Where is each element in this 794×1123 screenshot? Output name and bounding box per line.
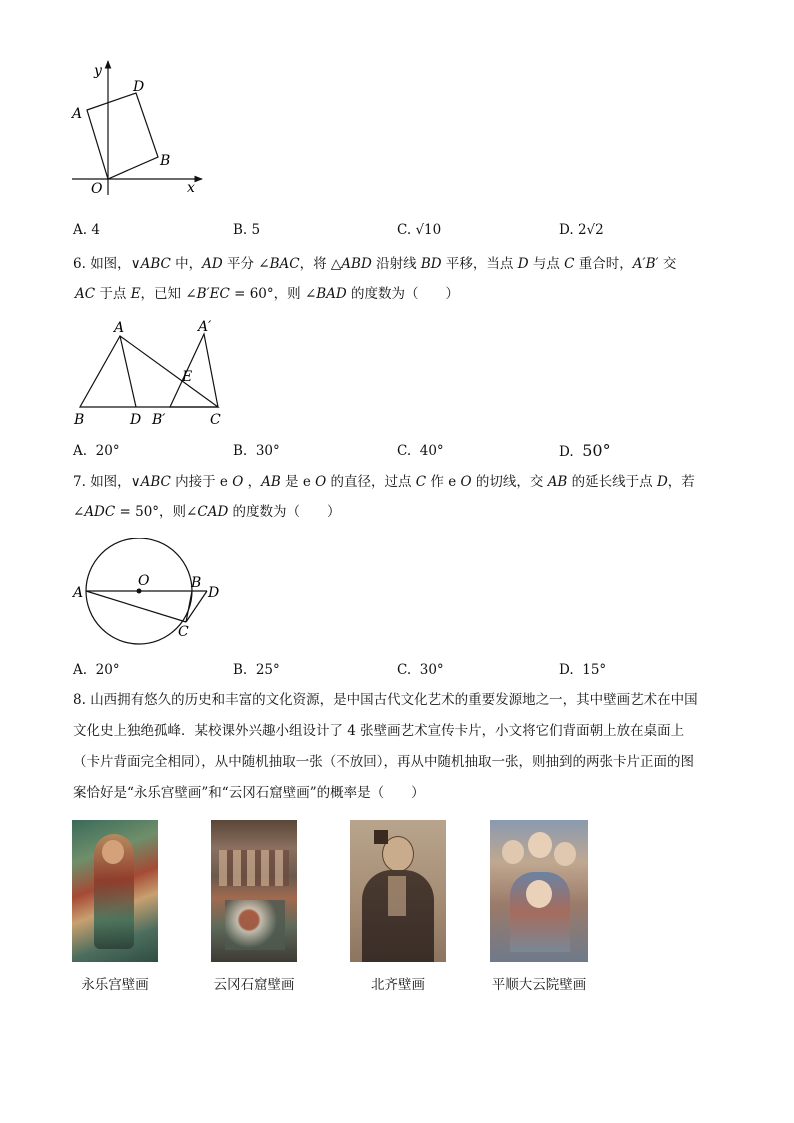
pingshun-dayun-mural-image — [490, 820, 588, 962]
math: D — [656, 474, 668, 490]
option-value: 20° — [95, 443, 120, 459]
triangle-abc — [80, 336, 218, 407]
math: BAD — [316, 286, 347, 302]
square-abdo — [87, 93, 158, 179]
question-number: 6. — [73, 256, 86, 272]
yongle-palace-mural-image — [72, 820, 158, 962]
math: O — [232, 474, 244, 490]
option-value: √10 — [415, 222, 442, 238]
math: C — [564, 256, 575, 272]
text: = 60°，则 ∠ — [229, 286, 317, 302]
math: AD — [202, 256, 223, 272]
triangle-a2b2c — [170, 334, 218, 407]
q5-option-a[interactable] — [73, 222, 100, 238]
text: 如图， — [90, 474, 131, 490]
q7-question-line1: 7. 如图，∨ABC 内接于 e O ，AB 是 e O 的直径，过点 C 作 e O 的切线，交 AB 的延长线于点 D，若 — [73, 474, 695, 490]
text: 平分 ∠ — [222, 256, 270, 272]
q6-option-c[interactable] — [397, 443, 444, 459]
option-value: 40° — [419, 443, 444, 459]
label-d: D — [208, 585, 220, 601]
text: ，已知 ∠ — [140, 286, 197, 302]
text: 是 e — [280, 474, 316, 490]
text: ，将 △ — [299, 256, 342, 272]
q8-question-line4: 案恰好是“永乐宫壁画”和“云冈石窟壁画”的概率是（ ） — [73, 785, 425, 801]
question-number: 8. — [73, 692, 86, 708]
option-value: 50° — [582, 441, 611, 460]
label-a-prime: A′ — [198, 319, 212, 335]
text: 与点 — [528, 256, 565, 272]
q6-question-line1: 6. 如图，∨ABC 中，AD 平分 ∠BAC，将 △ABD 沿射线 BD 平移，当点 D 与点 C 重合时，A′B′ 交 — [73, 256, 677, 272]
text: 的直径，过点 — [326, 474, 416, 490]
northern-qi-mural-image — [350, 820, 446, 962]
text: 的延长线于点 — [567, 474, 657, 490]
text: 重合时， — [574, 256, 633, 272]
caption-pingshun-dayun: 平顺大云院壁画 — [491, 977, 587, 993]
text: ∠ — [73, 504, 85, 520]
text: 山西拥有悠久的历史和丰富的文化资源，是中国古代文化艺术的重要发源地之一，其中壁画艺术在中国 — [90, 692, 698, 708]
segment-ac — [86, 591, 186, 622]
text: 的度数为（ ） — [228, 504, 341, 520]
math: A′B′ — [632, 256, 659, 272]
option-value: 4 — [91, 222, 100, 238]
text: 沿射线 — [371, 256, 421, 272]
text: 的切线，交 — [471, 474, 548, 490]
text: 平移，当点 — [441, 256, 518, 272]
option-value: 5 — [251, 222, 261, 238]
label-x: x — [187, 180, 195, 196]
option-letter: D. — [559, 662, 574, 678]
text: 交 — [658, 256, 677, 272]
text: 如图， — [90, 256, 131, 272]
label-o: O — [91, 181, 103, 197]
q6-question-line2 — [75, 288, 459, 302]
q5-option-d[interactable] — [559, 222, 604, 238]
text: 中， — [170, 256, 203, 272]
q5-option-c[interactable] — [397, 222, 441, 238]
math: C — [415, 474, 427, 490]
center-dot — [137, 589, 142, 594]
math: BAC — [269, 256, 300, 272]
text: ，若 — [667, 474, 695, 490]
segment-ad — [120, 336, 136, 407]
option-letter: D. — [559, 444, 574, 460]
option-letter: D. — [559, 222, 574, 238]
label-d: D — [133, 79, 145, 95]
math: AB — [261, 474, 281, 490]
q8-question-line3: （卡片背面完全相同），从中随机抽取一张（不放回），再从中随机抽取一张，则抽到的两张卡片正面的图 — [73, 754, 694, 770]
label-y: y — [94, 63, 102, 79]
label-a: A — [72, 106, 83, 122]
option-letter: B. — [233, 662, 248, 678]
label-b: B — [74, 412, 85, 428]
q7-option-a[interactable] — [73, 662, 120, 678]
label-d: D — [130, 412, 142, 428]
label-b-prime: B′ — [152, 412, 166, 428]
q7-question-line2 — [73, 506, 341, 520]
option-letter: C. — [397, 662, 412, 678]
yungang-grottoes-mural-image — [211, 820, 297, 962]
q8-question-line2: 文化史上独绝孤峰．某校课外兴趣小组设计了 4 张壁画艺术宣传卡片，小文将它们背面朝上放在桌面上 — [73, 723, 685, 739]
option-letter: B. — [233, 443, 248, 459]
math: O — [460, 474, 472, 490]
q7-option-d[interactable] — [559, 662, 606, 678]
option-value: 20° — [95, 662, 120, 678]
text: 于点 — [95, 286, 131, 302]
caption-yongle-palace: 永乐宫壁画 — [81, 977, 149, 993]
q7-circle-figure — [68, 538, 228, 646]
q6-option-a[interactable] — [73, 443, 120, 459]
question-number: 7. — [73, 474, 86, 490]
math: ABD — [341, 256, 372, 272]
label-e: E — [182, 369, 193, 385]
q7-option-b[interactable] — [233, 662, 280, 678]
label-a: A — [73, 585, 84, 601]
label-c: C — [178, 624, 189, 640]
option-letter: A. — [73, 222, 88, 238]
label-b: B — [160, 153, 171, 169]
option-letter: C. — [397, 443, 412, 459]
q5-option-b[interactable] — [233, 222, 260, 238]
q6-option-d[interactable] — [559, 441, 611, 460]
q5-coordinate-figure — [60, 55, 210, 200]
option-letter: C. — [397, 222, 412, 238]
option-value: 30° — [419, 662, 444, 678]
option-value: 15° — [582, 662, 607, 678]
math: ADC — [84, 504, 116, 520]
math: B′EC — [196, 286, 230, 302]
math: AB — [547, 474, 568, 490]
math: CAD — [197, 504, 229, 520]
caption-yungang-grottoes: 云冈石窟壁画 — [213, 977, 295, 993]
label-b: B — [191, 575, 202, 591]
label-o: O — [138, 573, 150, 589]
caption-northern-qi: 北齐壁画 — [371, 977, 425, 993]
q8-question-line1 — [73, 694, 698, 708]
option-letter: B. — [233, 222, 248, 238]
label-c: C — [210, 412, 221, 428]
option-letter: A. — [73, 443, 88, 459]
text: = 50°，则∠ — [115, 504, 198, 520]
math: E — [130, 286, 141, 302]
math: O — [315, 474, 327, 490]
text: 的度数为（ ） — [346, 286, 460, 302]
text: ， — [243, 474, 262, 490]
math: ABC — [140, 256, 171, 272]
text: 内接于 e — [170, 474, 233, 490]
label-a: A — [114, 320, 125, 336]
math: BD — [420, 256, 442, 272]
q7-option-c[interactable] — [397, 662, 444, 678]
option-letter: A. — [73, 662, 88, 678]
text: 作 e — [426, 474, 461, 490]
math: D — [517, 256, 529, 272]
option-value: 2√2 — [577, 222, 604, 238]
math: ABC — [140, 474, 171, 490]
math: AC — [75, 286, 96, 302]
option-value: 30° — [255, 443, 280, 459]
option-value: 25° — [255, 662, 280, 678]
q6-option-b[interactable] — [233, 443, 280, 459]
q6-triangle-figure — [68, 318, 233, 430]
